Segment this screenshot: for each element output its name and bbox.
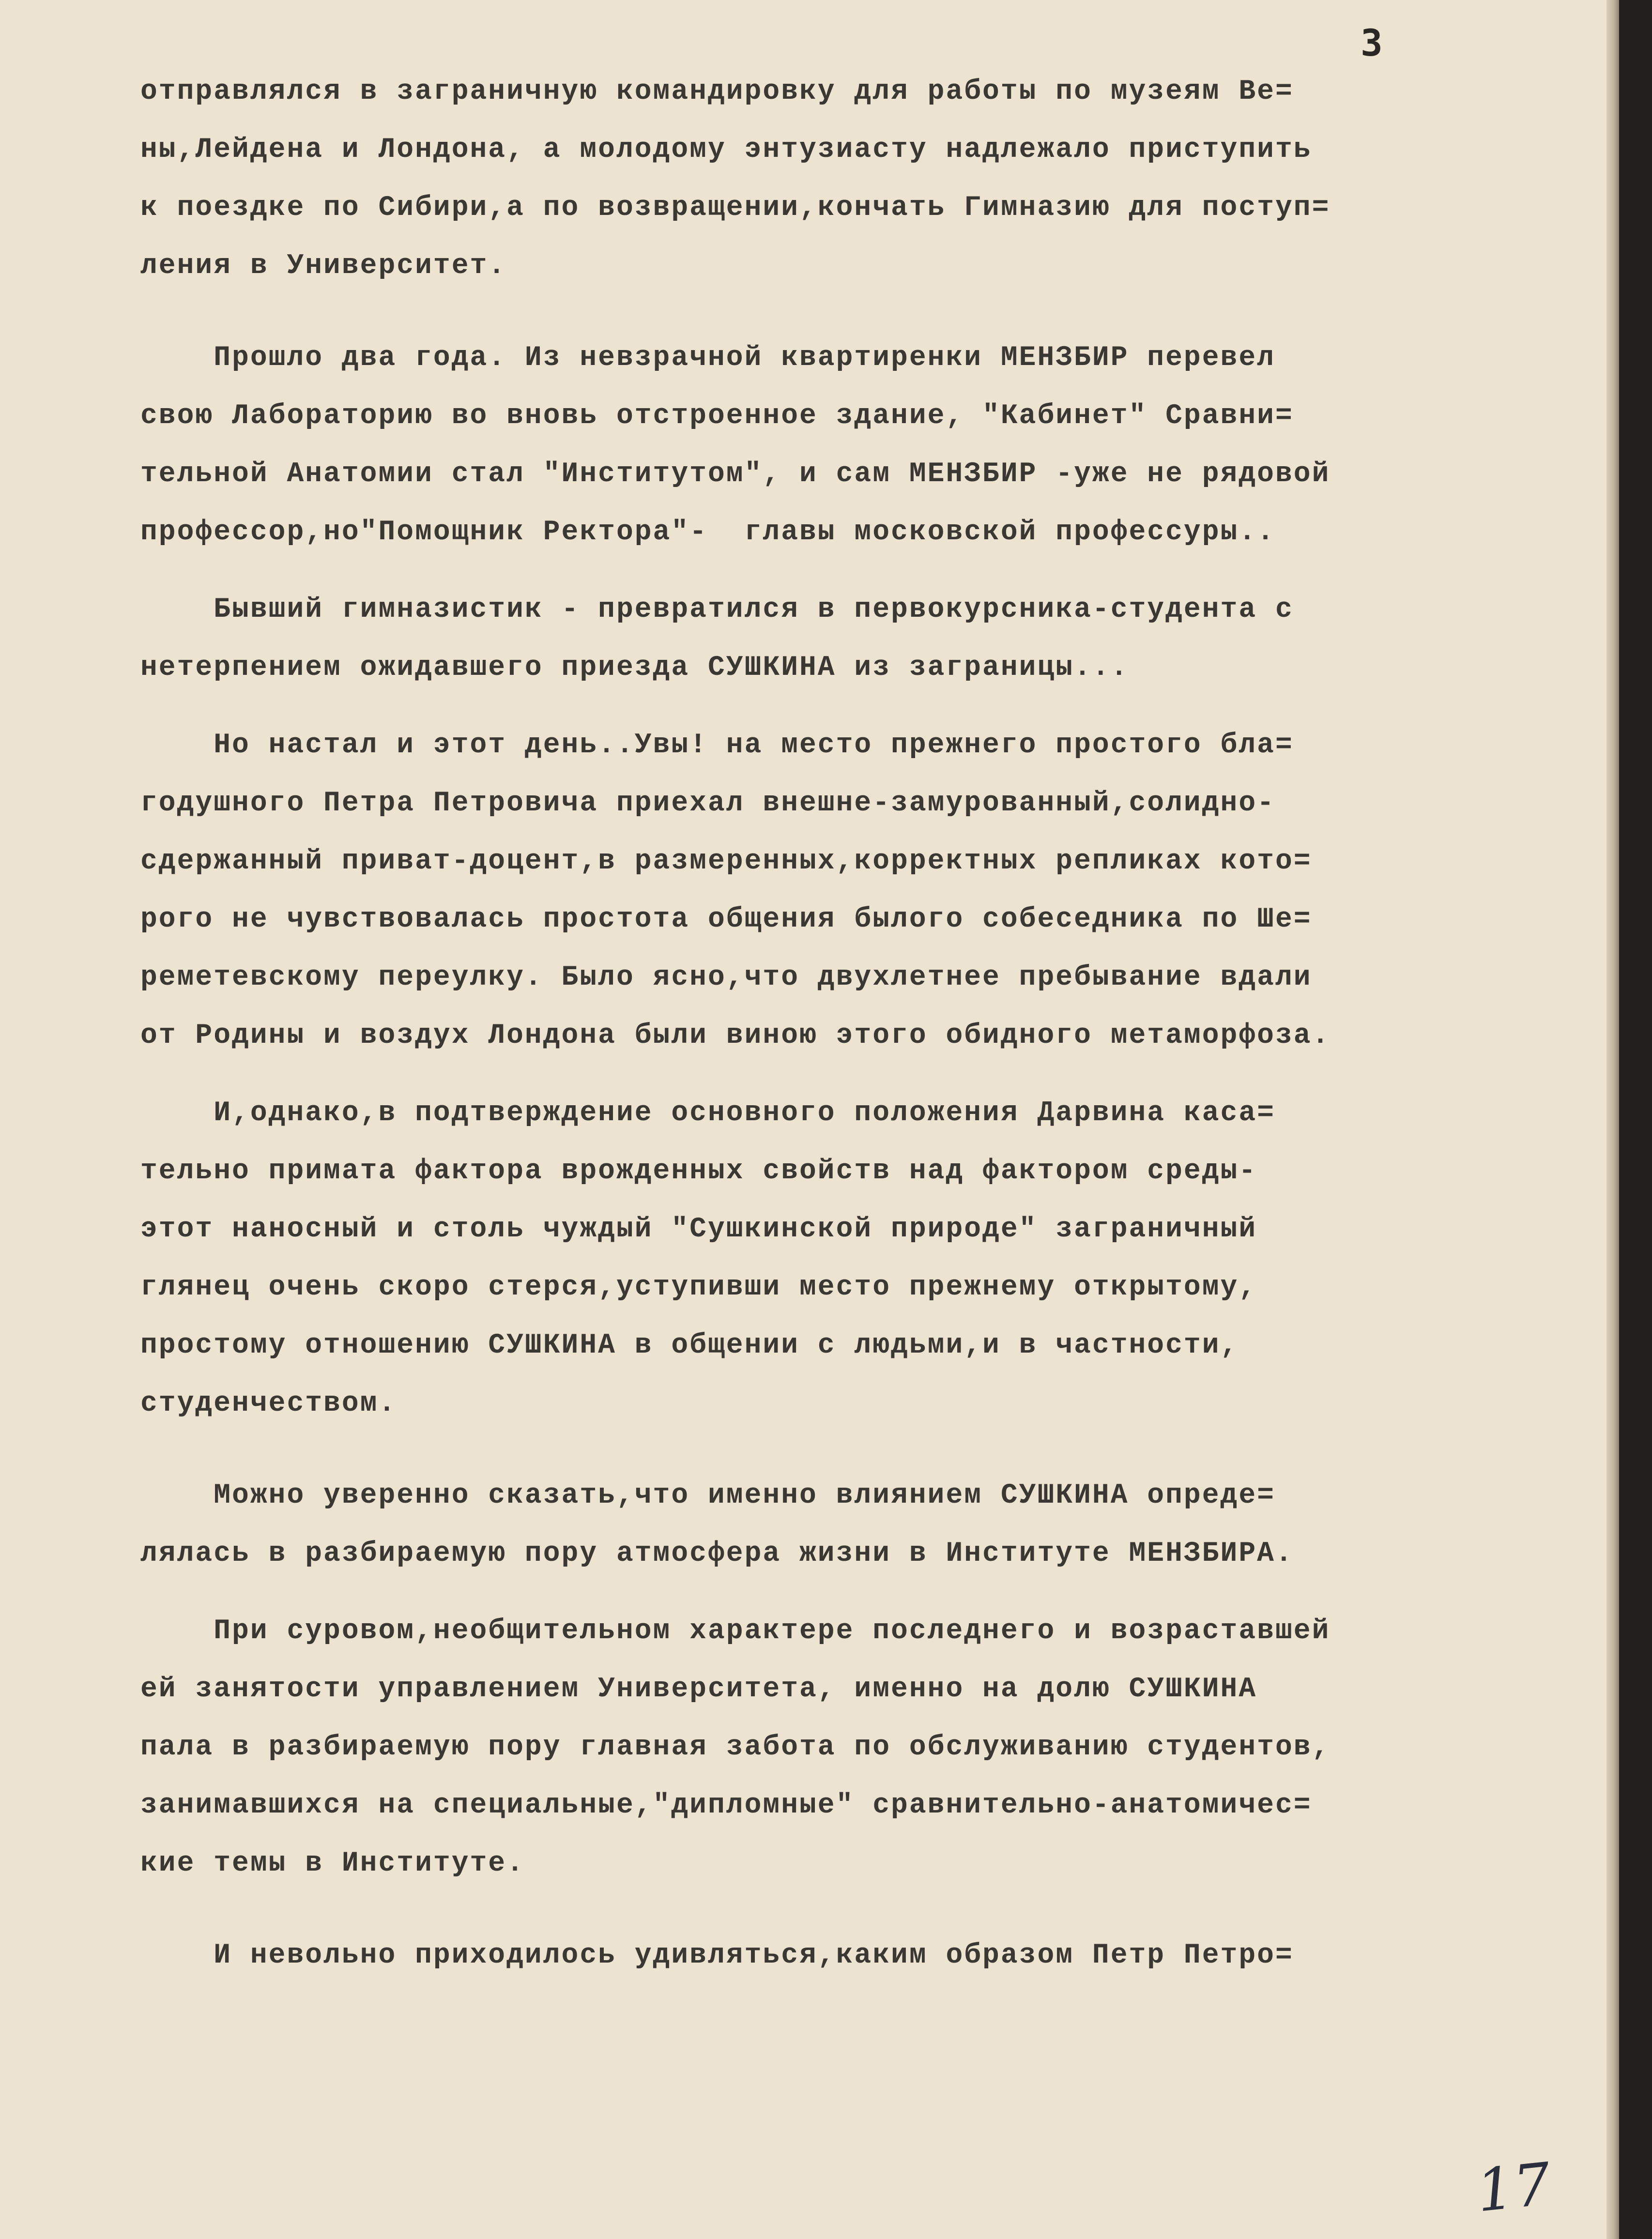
- text-line: свою Лабораторию во вновь отстроенное здание, "Кабинет" Сравни=: [140, 400, 1294, 432]
- text-line: тельно примата фактора врожденных свойств над фактором среды-: [140, 1156, 1257, 1187]
- text-line: ны,Лейдена и Лондона, а молодому энтузиасту надлежало приступить: [140, 134, 1312, 166]
- text-line: Прошло два года. Из невзрачной квартиренки МЕНЗБИР перевел: [140, 342, 1275, 374]
- text-line: от Родины и воздух Лондона были виною этого обидного метаморфоза.: [140, 1020, 1331, 1051]
- background-strip: [1619, 0, 1652, 2239]
- text-line: пала в разбираемую пору главная забота по обслуживанию студентов,: [140, 1732, 1331, 1763]
- text-line: Можно уверенно сказать,что именно влиянием СУШКИНА опреде=: [140, 1480, 1275, 1511]
- text-line: И невольно приходилось удивляться,каким образом Петр Петро=: [140, 1940, 1294, 1971]
- text-line: кие темы в Институте.: [140, 1848, 525, 1879]
- text-line: Но настал и этот день..Увы! на место прежнего простого бла=: [140, 730, 1294, 761]
- text-line: При суровом,необщительном характере последнего и возраставшей: [140, 1615, 1331, 1647]
- text-line: нетерпением ожидавшего приезда СУШКИНА из заграницы...: [140, 652, 1129, 684]
- text-line: простому отношению СУШКИНА в общении с людьми,и в частности,: [140, 1330, 1239, 1361]
- page-number: 3: [1361, 21, 1383, 64]
- handwritten-folio-number: 17: [1473, 2150, 1554, 2225]
- page-edge: [1606, 0, 1619, 2239]
- text-line: профессор,но"Помощник Ректора"- главы московской профессуры..: [140, 517, 1275, 548]
- text-line: отправлялся в заграничную командировку для работы по музеям Ве=: [140, 76, 1294, 107]
- text-line: к поездке по Сибири,а по возвращении,кончать Гимназию для поступ=: [140, 192, 1331, 224]
- text-line: этот наносный и столь чуждый "Сушкинской природе" заграничный: [140, 1214, 1257, 1245]
- text-line: лялась в разбираемую пору атмосфера жизни в Институте МЕНЗБИРА.: [140, 1538, 1294, 1569]
- text-line: И,однако,в подтверждение основного положения Дарвина каса=: [140, 1097, 1275, 1129]
- text-line: рого не чувствовалась простота общения былого собеседника по Ше=: [140, 904, 1312, 935]
- text-line: сдержанный приват-доцент,в размеренных,корректных репликах кото=: [140, 846, 1312, 877]
- text-line: глянец очень скоро стерся,уступивши место прежнему открытому,: [140, 1272, 1257, 1303]
- text-line: тельной Анатомии стал "Институтом", и сам МЕНЗБИР -уже не рядовой: [140, 458, 1331, 490]
- text-line: годушного Петра Петровича приехал внешне-замурованный,солидно-: [140, 788, 1275, 819]
- text-line: занимавшихся на специальные,"дипломные" сравнительно-анатомичес=: [140, 1790, 1312, 1821]
- text-line: студенчеством.: [140, 1388, 397, 1419]
- typed-text-body: [140, 63, 1545, 1985]
- text-line: реметевскому переулку. Было ясно,что двухлетнее пребывание вдали: [140, 962, 1312, 993]
- text-line: ей занятости управлением Университета, именно на долю СУШКИНА: [140, 1674, 1257, 1705]
- text-line: ления в Университет.: [140, 250, 507, 282]
- text-line: Бывший гимназистик - превратился в первокурсника-студента с: [140, 594, 1294, 625]
